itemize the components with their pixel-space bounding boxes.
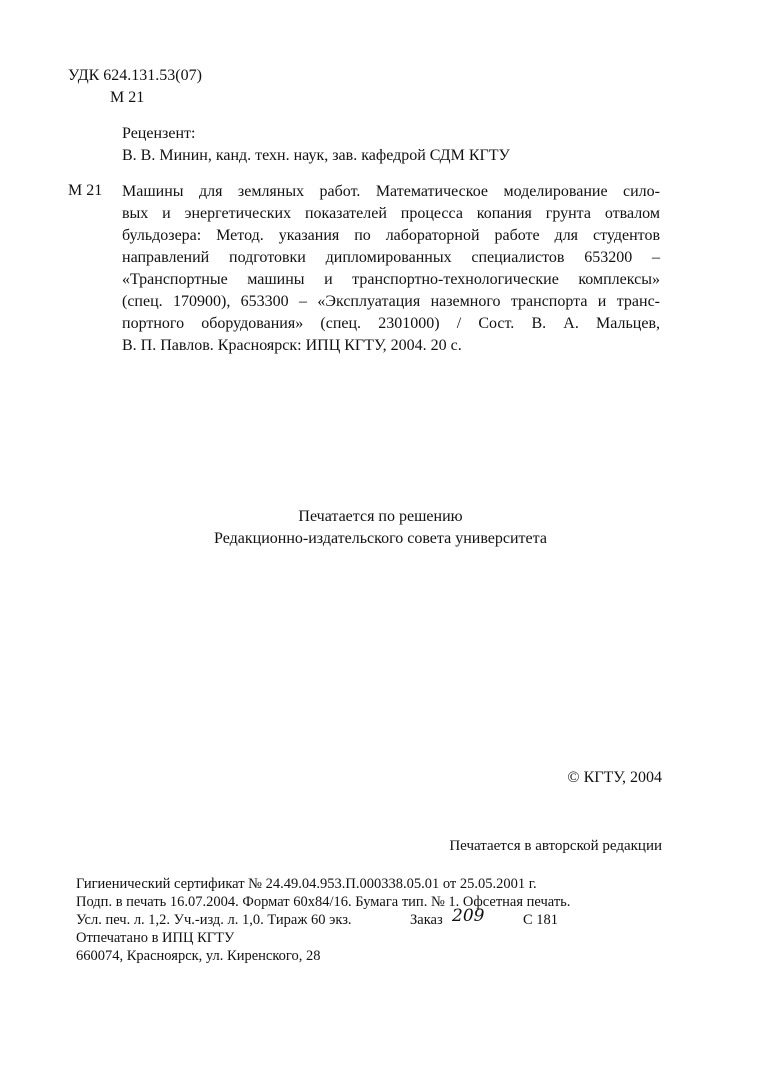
- decision-line-2: Редакционно-издательского совета университета: [214, 530, 547, 547]
- annotation-line: (спец. 170900), 653300 – «Эксплуатация наземного транспорта и транс-: [122, 293, 660, 310]
- imprint-printed-at: Отпечатано в ИПЦ КГТУ: [76, 930, 235, 946]
- imprint-order-label: Заказ: [410, 912, 443, 928]
- decision-line-1: Печатается по решению: [298, 508, 463, 525]
- imprint-address: 660074, Красноярск, ул. Киренского, 28: [76, 948, 321, 964]
- annotation-line: портного оборудования» (спец. 2301000) / Сост. В. А. Мальцев,: [122, 315, 660, 332]
- author-edition-note: Печатается в авторской редакции: [449, 838, 662, 854]
- annotation-line: Машины для земляных работ. Математическое моделирование сило-: [122, 183, 660, 200]
- imprint-order-number: 209: [452, 906, 485, 926]
- imprint-sheets: Усл. печ. л. 1,2. Уч.-изд. л. 1,0. Тираж 60 экз.: [76, 912, 352, 928]
- imprint-order-code: С 181: [523, 912, 559, 928]
- annotation-code: М 21: [68, 182, 103, 199]
- author-mark: М 21: [110, 89, 145, 106]
- annotation-line: В. П. Павлов. Красноярск: ИПЦ КГТУ, 2004. 20 с.: [122, 337, 462, 354]
- copyright: © КГТУ, 2004: [567, 769, 662, 786]
- udk-code: УДК 624.131.53(07): [68, 67, 202, 84]
- imprint-certificate: Гигиенический сертификат № 24.49.04.953.П.000338.05.01 от 25.05.2001 г.: [76, 876, 537, 892]
- reviewer-label: Рецензент:: [122, 125, 196, 142]
- reviewer-name: В. В. Минин, канд. техн. наук, зав. кафедрой СДМ КГТУ: [122, 147, 510, 164]
- imprint-signed: Подп. в печать 16.07.2004. Формат 60х84/16. Бумага тип. № 1. Офсетная печать.: [76, 894, 571, 910]
- annotation-line: «Транспортные машины и транспортно-технологические комплексы»: [122, 271, 660, 288]
- annotation-line: вых и энергетических показателей процесса копания грунта отвалом: [122, 205, 660, 222]
- annotation-line: бульдозера: Метод. указания по лабораторной работе для студентов: [122, 227, 660, 244]
- annotation-line: направлений подготовки дипломированных специалистов 653200 –: [122, 249, 660, 266]
